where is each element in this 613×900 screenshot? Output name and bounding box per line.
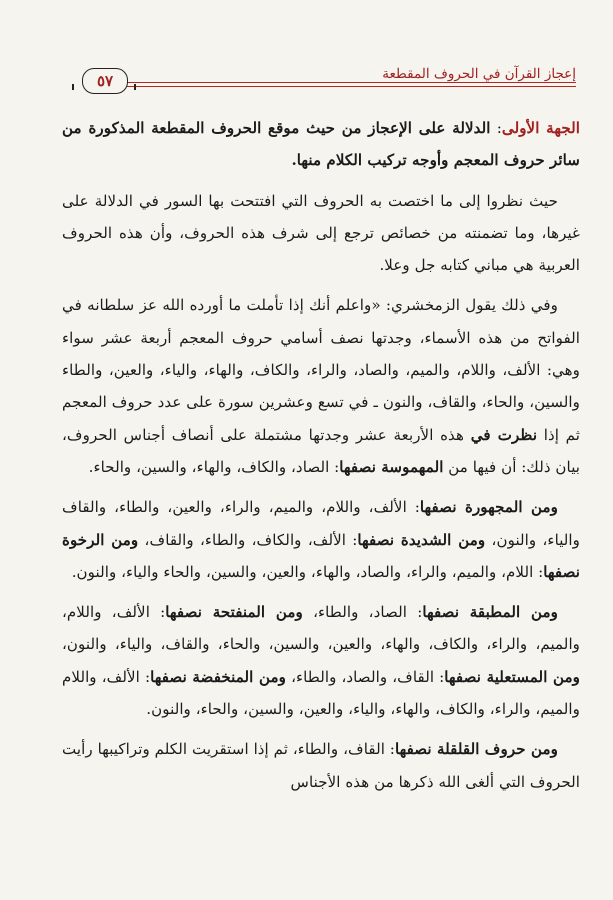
jahr-label: ومن المجهورة نصفها bbox=[419, 498, 558, 517]
paragraph-first-aspect bbox=[62, 112, 580, 177]
running-header-title: إعجاز القرآن في الحروف المقطعة bbox=[382, 66, 576, 82]
itbaq-letters: : الصاد، والطاء، bbox=[302, 603, 423, 622]
page-number: ٥٧ bbox=[82, 68, 128, 94]
paragraph-text: حيث نظروا إلى ما اختصت به الحروف التي افتتحت بها السور في الدلالة على غيرها، وما تضمنته من خصائص ترجع إلى شرف هذه الحروف، وأن هذه الحروف العربية هي مباني كتابه جل وعلا. bbox=[62, 191, 580, 275]
paragraph-jahr-shidda bbox=[62, 491, 580, 588]
rakhawa-letters: : اللام، والميم، والراء، والصاد، والهاء، والعين، والسين، والحاء والياء، والنون. bbox=[71, 562, 544, 581]
shidda-label: ومن الشديدة نصفها bbox=[357, 530, 486, 549]
istila-label: ومن المستعلية نصفها bbox=[444, 667, 581, 686]
page-body bbox=[62, 112, 580, 798]
inkhifad-letters: : الألف، واللام والميم، والراء، والكاف، والهاء، والياء، والعين، والسين، والحاء، والنون. bbox=[62, 667, 580, 719]
quote-bold-word: نظرت في bbox=[470, 425, 538, 444]
quote-text-b: هذه الأربعة عشر وجدتها مشتملة على أنصاف أجناس الحروف، بيان ذلك: أن فيها من bbox=[62, 425, 580, 476]
running-header bbox=[60, 62, 576, 98]
section-heading-text: الدلالة على الإعجاز من حيث موقع الحروف المقطعة المذكورة من سائر حروف المعجم وأوجه تركيب الكلام منها. bbox=[62, 119, 580, 170]
jahr-letters: : الألف، واللام، والميم، والراء، والعين، والطاء، والقاف والياء، والنون، bbox=[62, 498, 580, 549]
hams-label: المهموسة نصفها bbox=[339, 457, 444, 476]
paragraph-intro bbox=[62, 185, 580, 282]
rakhawa-label: ومن الرخوة نصفها bbox=[62, 530, 580, 581]
page-number-ornament-right bbox=[134, 84, 136, 90]
infitah-label: ومن المنفتحة نصفها bbox=[165, 603, 303, 622]
itbaq-label: ومن المطبقة نصفها bbox=[422, 603, 559, 622]
quote-text-c: : الصاد، والكاف، والهاء، والسين، والحاء. bbox=[88, 457, 340, 476]
header-rule-bottom bbox=[122, 86, 576, 87]
infitah-letters: : الألف، واللام، والميم، والراء، والكاف، والهاء، والعين، والسين، والحاء، والقاف، والياء، والنون، bbox=[62, 603, 580, 654]
quote-text-a: وفي ذلك يقول الزمخشري: «واعلم أنك إذا تأملت ما أورده الله عز سلطانه في الفواتح من هذه الأسماء، وجدتها نصف أسامي حروف المعجم أربعة عشر سواء وهي: الألف، واللام، والميم، والصاد، والراء، والكاف، والهاء، والياء، والعين، والطاء والسين، والحاء، والقاف، والنون ـ في تسع وعشرين سورة على عدد حروف المعجم ثم إذا bbox=[62, 296, 580, 444]
shidda-letters: : الألف، والكاف، والطاء، والقاف، bbox=[138, 530, 358, 549]
section-heading: الجهة الأولى bbox=[501, 119, 580, 137]
page-number-ornament-left bbox=[72, 84, 74, 90]
heading-colon: : bbox=[490, 119, 502, 137]
inkhifad-label: ومن المنخفضة نصفها bbox=[150, 667, 286, 686]
paragraph-zamakhshari-quote bbox=[62, 289, 580, 483]
paragraph-itbaq-istila bbox=[62, 596, 580, 725]
header-rule-top bbox=[122, 82, 576, 83]
paragraph-qalqala bbox=[62, 733, 580, 798]
qalqala-letters: : القاف، والطاء، ثم إذا استقريت الكلم وتراكيبها رأيت الحروف التي ألغى الله ذكرها من هذه الأجناس bbox=[62, 740, 580, 791]
istila-letters: : القاف، والصاد، والطاء، bbox=[286, 667, 445, 686]
qalqala-label: ومن حروف القلقلة نصفها bbox=[394, 740, 559, 759]
